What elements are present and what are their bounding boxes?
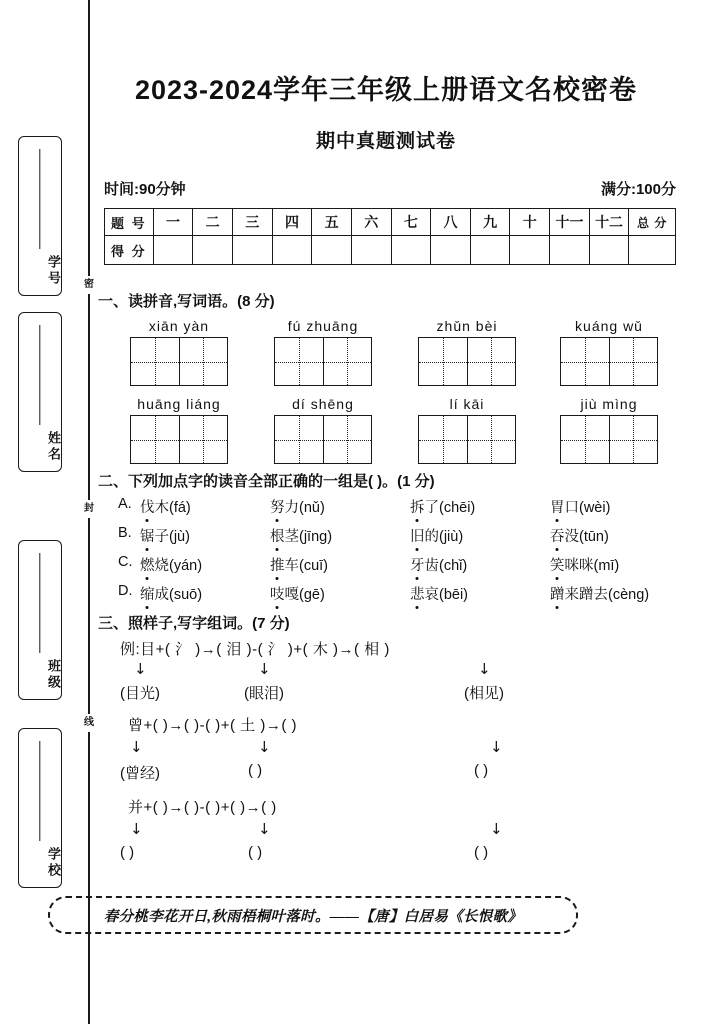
page-title: 2023-2024学年三年级上册语文名校密卷	[134, 75, 638, 105]
score-table	[104, 208, 676, 265]
pinyin-item-8	[554, 396, 664, 464]
pinyin-item-2	[268, 318, 378, 386]
option-d-word-1	[140, 583, 202, 604]
col-1: 一	[153, 209, 193, 236]
score-cell-9[interactable]	[470, 236, 510, 265]
col-2: 二	[193, 209, 233, 236]
section-3-row-2-answer-2[interactable]: ( )	[248, 762, 263, 779]
pinyin-label: fú zhuāng	[287, 318, 359, 334]
tianzige-input[interactable]	[418, 337, 516, 386]
section-3-row-3-formula[interactable]: 并+( )→( )-( )+( )→( )	[128, 799, 277, 816]
margin-field-label: 学校	[46, 847, 61, 879]
option-a-word-4	[550, 496, 610, 517]
col-3: 三	[232, 209, 272, 236]
word-rest: 力(nǔ)	[284, 500, 325, 516]
seal-char-xian: 线	[79, 714, 99, 732]
option-b-word-3	[410, 525, 463, 546]
option-d-word-2	[270, 583, 325, 604]
pinyin-item-1	[124, 318, 234, 386]
option-b-word-1	[140, 525, 190, 546]
option-d-word-4	[550, 583, 649, 604]
score-cell-7[interactable]	[391, 236, 431, 265]
dotted-char: 拆	[410, 496, 425, 517]
pinyin-label: jiù mìng	[580, 396, 638, 412]
tianzige-input[interactable]	[560, 337, 658, 386]
dotted-char: 伐	[140, 496, 155, 517]
write-rule	[39, 325, 40, 425]
margin-field-school[interactable]	[18, 728, 62, 888]
word-rest: 口(wèi)	[564, 500, 611, 516]
tianzige-input[interactable]	[274, 415, 372, 464]
score-cell-3[interactable]	[232, 236, 272, 265]
section-2-heading: 二、下列加点字的读音全部正确的一组是( )。(1 分)	[98, 473, 435, 490]
option-a-word-3	[410, 496, 475, 517]
section-1-heading: 一、读拼音,写词语。(8 分)	[98, 293, 275, 310]
down-arrow-icon: ↓	[490, 820, 503, 838]
footer-quote-text: 春分桃李花开日,秋雨梧桐叶落时。——【唐】白居易《长恨歌》	[103, 908, 523, 925]
col-8: 八	[431, 209, 471, 236]
dotted-char: 胃	[550, 496, 565, 517]
down-arrow-icon: ↓	[134, 660, 147, 678]
seal-char-mi: 密	[79, 276, 99, 294]
col-10: 十	[510, 209, 550, 236]
table-row-scores	[105, 236, 676, 265]
dotted-char: 吞	[550, 525, 565, 546]
dotted-char: 蹭	[550, 583, 565, 604]
row-header-question: 题 号	[105, 209, 154, 236]
score-cell-12[interactable]	[589, 236, 629, 265]
score-cell-10[interactable]	[510, 236, 550, 265]
down-arrow-icon: ↓	[258, 660, 271, 678]
pinyin-item-6	[268, 396, 378, 464]
paper-body	[96, 0, 710, 1024]
tianzige-input[interactable]	[130, 415, 228, 464]
word-rest: 成(suō)	[154, 587, 203, 603]
write-rule	[39, 553, 40, 653]
down-arrow-icon: ↓	[478, 660, 491, 678]
col-6: 六	[351, 209, 391, 236]
word-rest: 齿(chǐ)	[424, 558, 468, 574]
option-a-word-1	[140, 496, 191, 517]
score-cell-2[interactable]	[193, 236, 233, 265]
section-3-row-3-answer-2[interactable]: ( )	[248, 844, 263, 861]
pinyin-label: zhǔn bèi	[436, 318, 498, 334]
row-header-score: 得 分	[105, 236, 154, 265]
margin-field-label: 姓名	[46, 431, 61, 463]
pinyin-item-5	[124, 396, 234, 464]
down-arrow-icon: ↓	[258, 738, 271, 756]
dotted-char: 努	[270, 496, 285, 517]
section-3-row-2-formula[interactable]: 曾+( )→( )-( )+( 土 )→( )	[128, 717, 297, 734]
pinyin-label: lí kāi	[449, 396, 485, 412]
dotted-char: 旧	[410, 525, 425, 546]
option-letter: C.	[118, 554, 133, 570]
word-rest: 的(jiù)	[424, 529, 464, 545]
pinyin-label: huāng liáng	[137, 396, 221, 412]
pinyin-item-3	[412, 318, 522, 386]
down-arrow-icon: ↓	[490, 738, 503, 756]
word-rest: 了(chēi)	[424, 500, 476, 516]
option-b-word-4	[550, 525, 609, 546]
down-arrow-icon: ↓	[258, 820, 271, 838]
section-3-row-1-formula: 例:目+( 氵 )→( 泪 )-( 氵 )+( 木 )→( 相 )	[120, 641, 390, 658]
option-letter: B.	[118, 525, 132, 541]
seal-char-feng: 封	[79, 500, 99, 518]
score-cell-11[interactable]	[550, 236, 590, 265]
margin-field-class[interactable]	[18, 540, 62, 700]
margin-field-label: 学号	[46, 255, 61, 287]
table-row-question-numbers	[105, 209, 676, 236]
exam-meta	[104, 178, 676, 199]
tianzige-input[interactable]	[274, 337, 372, 386]
score-cell-6[interactable]	[351, 236, 391, 265]
score-cell-8[interactable]	[431, 236, 471, 265]
col-total: 总 分	[629, 209, 676, 236]
write-rule	[39, 741, 40, 841]
score-cell-5[interactable]	[312, 236, 352, 265]
down-arrow-icon: ↓	[130, 820, 143, 838]
word-rest: 木(fá)	[154, 500, 191, 516]
pinyin-item-7	[412, 396, 522, 464]
word-rest: 子(jù)	[154, 529, 190, 545]
col-4: 四	[272, 209, 312, 236]
option-a-word-2	[270, 496, 325, 517]
dotted-char: 缩	[140, 583, 155, 604]
pinyin-label: kuáng wǔ	[575, 318, 643, 334]
margin-field-student-id[interactable]	[18, 136, 62, 296]
option-d-word-3	[410, 583, 468, 604]
word-rest: 烧(yán)	[154, 558, 203, 574]
col-9: 九	[470, 209, 510, 236]
dotted-char: 锯	[140, 525, 155, 546]
option-letter: A.	[118, 496, 132, 512]
section-3-row-3-answer-1[interactable]: ( )	[120, 844, 135, 861]
dotted-char: 悲	[410, 583, 425, 604]
margin-field-label: 班级	[46, 659, 61, 691]
dotted-char: 笑	[550, 554, 565, 575]
footer-quote-box	[48, 896, 578, 934]
tianzige-input[interactable]	[560, 415, 658, 464]
word-rest: 来蹭去(cèng)	[564, 587, 650, 603]
margin-field-name[interactable]	[18, 312, 62, 472]
option-c-word-1	[140, 554, 202, 575]
section-3-row-3-answer-3[interactable]: ( )	[474, 844, 489, 861]
word-rest: 茎(jīng)	[284, 529, 333, 545]
word-rest: 嘎(gē)	[284, 587, 325, 603]
score-cell-1[interactable]	[153, 236, 193, 265]
word-rest: 哀(bēi)	[424, 587, 469, 603]
col-11: 十一	[550, 209, 590, 236]
dotted-char: 推	[270, 554, 285, 575]
section-3-row-1-answer-2: (眼泪)	[244, 685, 284, 702]
score-cell-4[interactable]	[272, 236, 312, 265]
tianzige-input[interactable]	[130, 337, 228, 386]
exam-total-score: 满分:100分	[600, 181, 676, 198]
option-letter: D.	[118, 583, 133, 599]
option-c-word-2	[270, 554, 328, 575]
col-12: 十二	[589, 209, 629, 236]
exam-time: 时间:90分钟	[104, 181, 186, 198]
option-c-word-3	[410, 554, 467, 575]
option-c-word-4	[550, 554, 619, 575]
word-rest: 没(tūn)	[564, 529, 609, 545]
section-3-row-1-answer-1: (目光)	[120, 685, 160, 702]
dotted-char: 根	[270, 525, 285, 546]
dotted-char: 燃	[140, 554, 155, 575]
section-3-row-2-answer-3[interactable]: ( )	[474, 762, 489, 779]
col-5: 五	[312, 209, 352, 236]
page-subtitle: 期中真题测试卷	[315, 131, 456, 152]
option-b-word-2	[270, 525, 332, 546]
write-rule	[39, 149, 40, 249]
dotted-char: 牙	[410, 554, 425, 575]
word-rest: 车(cuī)	[284, 558, 328, 574]
dotted-char: 吱	[270, 583, 285, 604]
col-7: 七	[391, 209, 431, 236]
down-arrow-icon: ↓	[130, 738, 143, 756]
score-cell-total[interactable]	[629, 236, 676, 265]
word-rest: 咪咪(mī)	[564, 558, 620, 574]
pinyin-label: xiān yàn	[148, 318, 210, 334]
section-3-row-2-answer-1: (曾经)	[120, 765, 160, 782]
section-3-row-1-answer-3: (相见)	[464, 685, 504, 702]
section-3-heading: 三、照样子,写字组词。(7 分)	[98, 615, 290, 632]
pinyin-item-4	[554, 318, 664, 386]
tianzige-input[interactable]	[418, 415, 516, 464]
pinyin-label: dí shēng	[292, 396, 354, 412]
